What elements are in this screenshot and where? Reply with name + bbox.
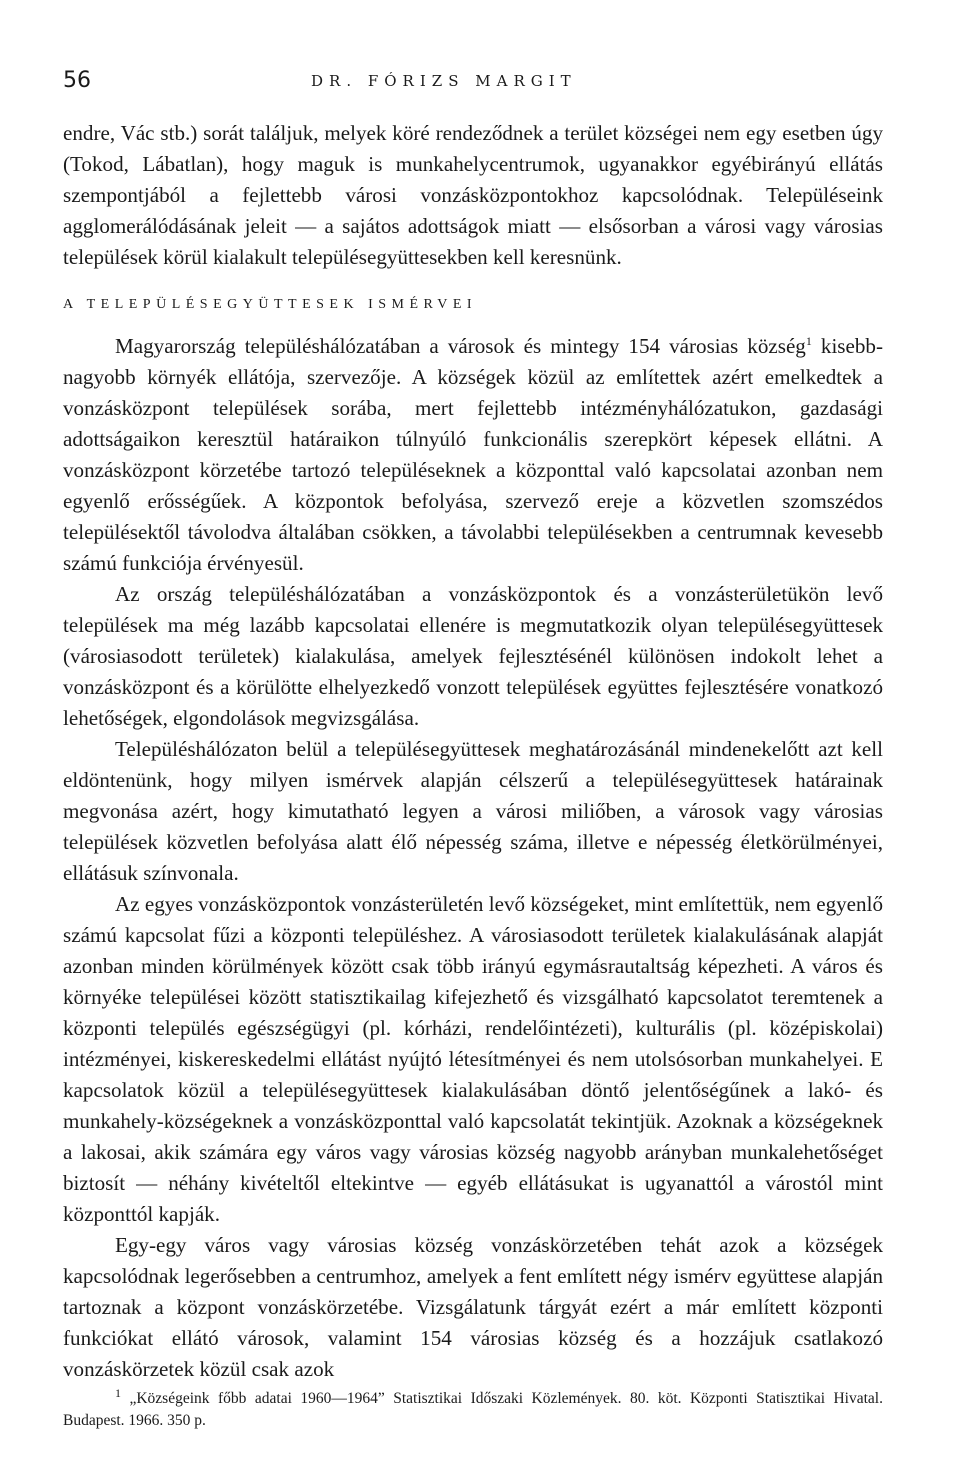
section-heading: A TELEPÜLÉSEGYÜTTESEK ISMÉRVEI bbox=[63, 297, 478, 312]
page-number: 56 bbox=[63, 68, 91, 93]
paragraph-1: endre, Vác stb.) sorát találjuk, melyek köré rendeződnek a terület községei nem egy esetben úgy (Tokod, Lábatlan), hogy maguk is munkahelycentrumok, ugyanakkor egyébirányú ellátás szempontjából a fejlettebb városi vonzásközpontokhoz kapcsolódnak. Településeink agglomerálódásának jeleit — a sajátos adottságok miatt — elsősorban a városi vagy városias települések körül kialakult településegyüttesekben kell keresnünk. bbox=[63, 121, 883, 269]
paragraph-6: Egy-egy város vagy városias község vonzáskörzetében tehát azok a községek kapcsolódnak legerősebben a centrumhoz, amelyek a fent említett négy ismérv együttese alapján tartoznak a központ vonzáskörzetébe. Vizsgálatunk tárgyát ezért a már említett központi funkciókat ellátó városok, valamint 154 városias község és a hozzájuk csatlakozó vonzáskörzetek közül csak azok bbox=[63, 1233, 883, 1381]
paragraph-2-start: Magyarország településhálózatában a városok és mintegy 154 városias község bbox=[115, 334, 806, 358]
running-head: DR. FÓRIZS MARGIT bbox=[311, 72, 577, 90]
paragraph-3: Az ország településhálózatában a vonzásközpontok és a vonzásterületükön levő települések ma még lazább kapcsolatai ellenére is megmutatkozik olyan településegyüttesek (városiasodott területek) kialakulása, amelyek fejlesztésénél különösen indokolt lehet a vonzásközpont és a körülötte elhelyezkedő vonzott települések együttes fejlesztésére vonatkozó lehetőségek, elgondolások megvizsgálása. bbox=[63, 582, 883, 730]
paragraph-5: Az egyes vonzásközpontok vonzásterületén levő községeket, mint említettük, nem egyenlő számú kapcsolat fűzi a központi településhez. A városiasodott területek kialakulásának alapját azonban minden körülmények között csak több irányú egymásrautaltság képezheti. A város és környéke települései között statisztikailag kifejezhető és vizsgálható kapcsolatot teremtenek a központi település egészségügyi (pl. kórházi, rendelőintézeti), kulturális (pl. középiskolai) intézményei, kiskereskedelmi ellátást nyújtó létesítményei és nem utolsósorban munkahelyei. E kapcsolatok közül a településegyüttesek kialakulásában döntő jelentőségűnek a lakó- és munkahely-községeknek a vonzásközponttal való kapcsolatát tekintjük. Azoknak a községeknek a lakosai, akik számára egy város vagy városias község nagyobb arányban munkalehetőséget biztosít — néhány kivételtől eltekintve — egyéb ellátásukat is ugyanattól a várostól mint központtól kapják. bbox=[63, 892, 883, 1226]
paragraph-4: Településhálózaton belül a településegyüttesek meghatározásánál mindenekelőtt azt kell eldöntenünk, hogy milyen ismérvek alapján célszerű a településegyüttesek határainak megvonása azért, hogy kimutatható legyen a városi miliőben, a városok vagy városias települések közvetlen befolyása alatt élő népesség száma, illetve e népesség életkörülményei, ellátásuk színvonala. bbox=[63, 737, 883, 885]
footnote-reference: 1 bbox=[805, 333, 812, 348]
footnote-text: „Községeink főbb adatai 1960—1964” Statisztikai Időszaki Közlemények. 80. köt. Központi Statisztikai Hivatal. Budapest. 1966. 350 p. bbox=[63, 1390, 883, 1429]
footnote bbox=[63, 1385, 883, 1432]
paragraph-2 bbox=[63, 331, 883, 579]
footnote-marker: 1 bbox=[115, 1385, 121, 1400]
paragraph-2-rest: kisebb-nagyobb környék ellátója, szervezője. A községek közül az említettek azért emelkedtek a vonzásközpont települések sorába, mert fejlettebb intézményhálózatukon, gazdasági adottságaikon keresztül határaikon túlnyúló funkcionális szerepkört képesek ellátni. A vonzásközpont körzetébe tartozó településeknek a központtal való kapcsolatai azonban nem egyenlő erősségűek. A központok befolyása, szervező ereje a közvetlen szomszédos településektől távolodva általában csökken, a távolabbi településekben a centrumnak kevesebb számú funkciója érvényesül. bbox=[63, 334, 883, 575]
page-header bbox=[63, 68, 883, 100]
body-text bbox=[63, 118, 883, 1385]
